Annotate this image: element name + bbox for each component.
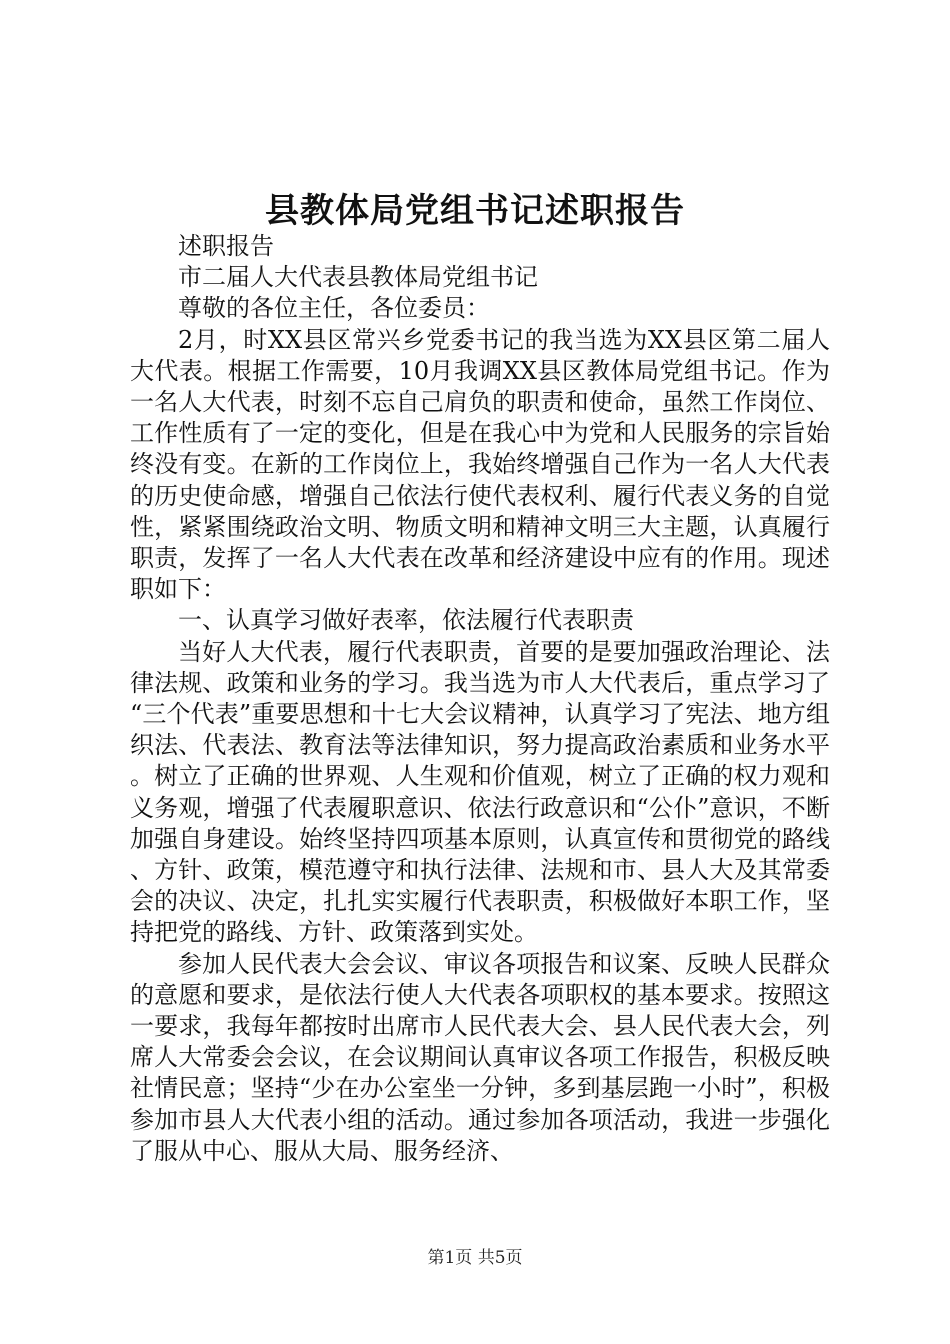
paragraph-intro: 2月，时XX县区常兴乡党委书记的我当选为XX县区第二届人大代表。根据工作需要，10月我调XX县区教体局党组书记。作为一名人大代表，时刻不忘自己肩负的职责和使命，虽然工作岗位、工作性质有了一定的变化，但是在我心中为党和人民服务的宗旨始终没有变。在新的工作岗位上，我始终增强自己作为一名人大代表的历史使命感，增强自己依法行使代表权利、履行代表义务的自觉性，紧紧围绕政治文明、物质文明和精神文明三大主题，认真履行职责，发挥了一名人大代表在改革和经济建设中应有的作用。现述职如下： (130, 325, 830, 604)
paragraph-salutation: 尊敬的各位主任，各位委员： (178, 294, 490, 323)
document-body (130, 231, 830, 1167)
paragraph-section-1-body-2: 参加人民代表大会会议、审议各项报告和议案、反映人民群众的意愿和要求，是依法行使人大代表各项职权的基本要求。按照这一要求，我每年都按时出席市人民代表大会、县人民代表大会，列席人大常委会会议，在会议期间认真审议各项工作报告，积极反映社情民意；坚持“少在办公室坐一分钟，多到基层跑一小时”，积极参加市县人大代表小组的活动。通过参加各项活动，我进一步强化了服从中心、服从大局、服务经济、 (130, 949, 830, 1165)
paragraph-heading-label: 述职报告 (178, 232, 274, 260)
page-number-footer: 第1页 共5页 (427, 1248, 523, 1268)
document-title: 县教体局党组书记述职报告 (265, 191, 685, 231)
paragraph-section-1-body: 当好人大代表，履行代表职责，首要的是要加强政治理论、法律法规、政策和业务的学习。我当选为市人大代表后，重点学习了“三个代表”重要思想和十七大会议精神，认真学习了宪法、地方组织法、代表法、教育法等法律知识，努力提高政治素质和业务水平。树立了正确的世界观、人生观和价值观，树立了正确的权力观和义务观，增强了代表履职意识、依法行政意识和“公仆”意识，不断加强自身建设。始终坚持四项基本原则，认真宣传和贯彻党的路线、方针、政策，模范遵守和执行法律、法规和市、县人大及其常委会的决议、决定，扎扎实实履行代表职责，积极做好本职工作，坚持把党的路线、方针、政策落到实处。 (130, 637, 830, 947)
section-heading-1: 一、认真学习做好表率，依法履行代表职责 (178, 606, 634, 635)
paragraph-author-line: 市二届人大代表县教体局党组书记 (178, 263, 538, 292)
